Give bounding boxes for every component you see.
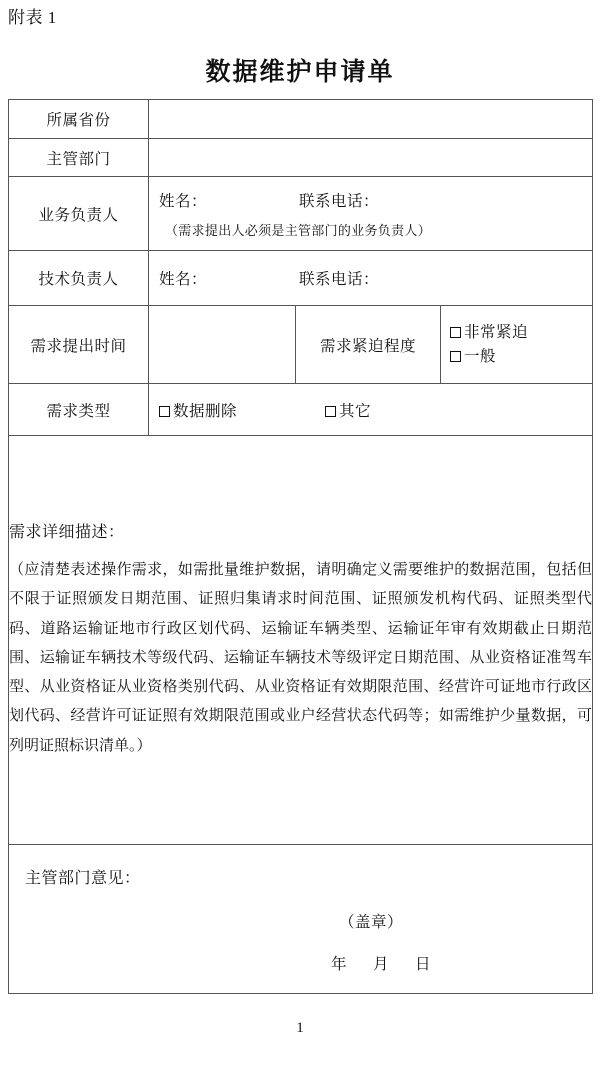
checkbox-request-type-other-label: 其它 bbox=[339, 402, 372, 420]
business-owner-contact-line bbox=[149, 189, 592, 211]
table-row-province bbox=[9, 100, 593, 139]
label-business-owner-name: 姓名： bbox=[159, 192, 208, 210]
checkbox-urgency-very-urgent-label: 非常紧迫 bbox=[464, 324, 529, 341]
cell-request-type-options bbox=[149, 384, 593, 436]
cell-opinion[interactable] bbox=[9, 845, 593, 994]
cell-tech-owner-details bbox=[149, 251, 593, 306]
checkbox-urgency-normal-label: 一般 bbox=[464, 347, 497, 365]
page-title: 数据维护申请单 bbox=[205, 57, 395, 86]
business-owner-note: （需求提出人必须是主管部门的业务负责人） bbox=[165, 222, 432, 238]
input-department[interactable] bbox=[149, 139, 593, 177]
checkbox-icon[interactable] bbox=[450, 351, 461, 362]
checkbox-urgency-very-urgent[interactable] bbox=[450, 321, 592, 345]
label-department: 主管部门 bbox=[9, 139, 149, 177]
checkbox-urgency-normal[interactable] bbox=[450, 345, 592, 369]
label-month: 月 bbox=[373, 955, 390, 973]
checkbox-icon[interactable] bbox=[450, 327, 461, 338]
checkbox-icon[interactable] bbox=[325, 406, 336, 417]
cell-description[interactable] bbox=[9, 436, 593, 845]
tech-owner-contact-line bbox=[149, 267, 592, 289]
checkbox-request-type-other[interactable] bbox=[325, 403, 371, 420]
label-tech-owner-phone: 联系电话： bbox=[299, 271, 380, 288]
table-row-request-type bbox=[9, 384, 593, 436]
table-row-request-time-urgency bbox=[9, 306, 593, 384]
label-opinion: 主管部门意见： bbox=[25, 869, 141, 887]
table-row-department bbox=[9, 139, 593, 177]
page-number: 1 bbox=[296, 1020, 304, 1036]
table-row-opinion bbox=[9, 845, 593, 994]
request-type-option-group bbox=[149, 399, 592, 421]
label-business-owner: 业务负责人 bbox=[9, 177, 149, 251]
cell-urgency-options bbox=[441, 306, 593, 384]
appendix-label: 附表 1 bbox=[8, 8, 57, 27]
urgency-option-group bbox=[441, 315, 592, 374]
label-tech-owner-name: 姓名： bbox=[159, 271, 208, 288]
label-tech-owner: 技术负责人 bbox=[9, 251, 149, 306]
seal-placeholder: （盖章） bbox=[339, 913, 404, 931]
label-business-owner-phone: 联系电话： bbox=[299, 192, 380, 210]
label-year: 年 bbox=[331, 955, 348, 973]
label-province: 所属省份 bbox=[9, 100, 149, 139]
checkbox-request-type-data-deletion-label: 数据删除 bbox=[173, 402, 238, 420]
table-row-tech-owner bbox=[9, 251, 593, 306]
checkbox-icon[interactable] bbox=[159, 406, 170, 417]
label-day: 日 bbox=[415, 955, 432, 973]
cell-business-owner-details bbox=[149, 177, 593, 251]
date-placeholder bbox=[9, 952, 592, 974]
data-maintenance-form-table bbox=[8, 99, 593, 994]
label-request-time: 需求提出时间 bbox=[9, 306, 149, 384]
input-province[interactable] bbox=[149, 100, 593, 139]
label-description: 需求详细描述： bbox=[9, 524, 125, 542]
label-request-type: 需求类型 bbox=[9, 384, 149, 436]
label-urgency: 需求紧迫程度 bbox=[296, 306, 441, 384]
checkbox-request-type-data-deletion[interactable] bbox=[159, 403, 237, 420]
input-request-time[interactable] bbox=[149, 306, 296, 384]
table-row-business-owner bbox=[9, 177, 593, 251]
description-guidance-text: （应清楚表述操作需求，如需批量维护数据，请明确定义需要维护的数据范围，包括但不限于证照颁发日期范围、证照归集请求时间范围、证照颁发机构代码、证照类型代码、道路运输证地市行政区划代码、运输证车辆类型、运输证年审有效期截止日期范围、运输证车辆技术等级代码、运输证车辆技术等级评定日期范围、从业资格证准驾车型、从业资格证从业资格类别代码、从业资格证有效期限范围、经营许可证地市行政区划代码、经营许可证证照有效期限范围或业户经营状态代码等；如需维护少量数据，可列明证照标识清单。） bbox=[9, 562, 593, 754]
table-row-description bbox=[9, 436, 593, 845]
